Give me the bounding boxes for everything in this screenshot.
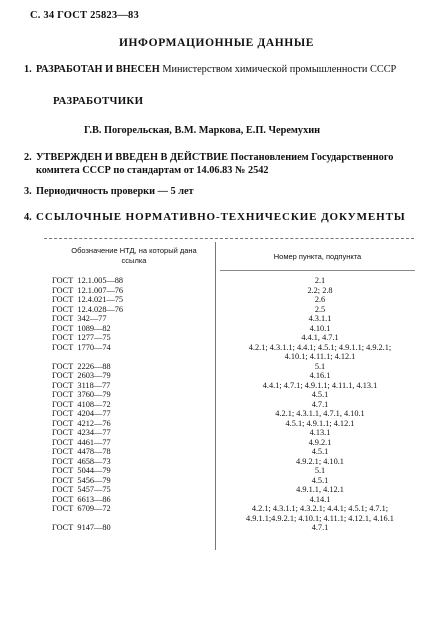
reference-points: 2.5 bbox=[314, 304, 326, 314]
table-header-points: Номер пункта, подпункта bbox=[273, 252, 362, 261]
table-row bbox=[44, 466, 422, 475]
reference-points: 2.2; 2.8 bbox=[307, 285, 333, 295]
section-2 bbox=[24, 151, 408, 177]
reference-points: 2.1 bbox=[314, 276, 326, 285]
reference-points: 4.2.1; 4.3.1.1; 4.4.1; 4.5.1; 4.9.1.1; 4.9.2.1; bbox=[248, 342, 392, 352]
reference-document: ГОСТ 4478—78 bbox=[52, 447, 111, 456]
table-row bbox=[44, 305, 422, 314]
reference-document: ГОСТ 6613—86 bbox=[52, 494, 111, 504]
table-row bbox=[44, 438, 422, 447]
reference-points: 4.13.1 bbox=[309, 428, 331, 437]
reference-points: 4.9.2.1 bbox=[308, 437, 332, 447]
reference-points: 5.1 bbox=[314, 361, 326, 371]
reference-points: 4.4.1, 4.7.1 bbox=[301, 333, 339, 342]
table-row bbox=[44, 400, 422, 409]
reference-document: ГОСТ 1770—74 bbox=[52, 342, 111, 352]
table-row bbox=[44, 447, 422, 456]
reference-document: ГОСТ 4234—77 bbox=[52, 428, 111, 437]
reference-document: ГОСТ 4204—77 bbox=[52, 409, 111, 418]
page-title: ИНФОРМАЦИОННЫЕ ДАННЫЕ bbox=[118, 37, 315, 49]
section-1-text: Министерством химической промышленности СССР bbox=[159, 64, 397, 75]
developers-heading: РАЗРАБОТЧИКИ bbox=[53, 95, 144, 107]
reference-document: ГОСТ 4108—72 bbox=[52, 399, 111, 409]
section-4-text: ССЫЛОЧНЫЕ НОРМАТИВНО-ТЕХНИЧЕСКИЕ ДОКУМЕНТЫ bbox=[36, 211, 406, 223]
reference-document: ГОСТ 4461—77 bbox=[52, 437, 111, 447]
reference-document: ГОСТ 1089—82 bbox=[52, 323, 111, 333]
table-header-rule bbox=[220, 270, 415, 271]
reference-points: 4.9.1.1;4.9.2.1; 4.10.1; 4.11.1; 4.12.1, 4.16.1 bbox=[246, 513, 394, 523]
reference-document: ГОСТ 12.4.021—75 bbox=[52, 295, 124, 304]
reference-points: 4.7.1 bbox=[311, 399, 329, 409]
table-row bbox=[44, 362, 422, 371]
table-row bbox=[44, 409, 422, 418]
reference-document: ГОСТ 4212—76 bbox=[52, 418, 111, 428]
reference-document: ГОСТ 12.1.007—76 bbox=[52, 285, 124, 295]
section-4 bbox=[24, 211, 408, 224]
table-row bbox=[44, 314, 422, 323]
table-row bbox=[44, 381, 422, 390]
reference-document: ГОСТ 5457—75 bbox=[52, 485, 111, 494]
reference-points: 5.1 bbox=[314, 466, 326, 475]
reference-points: 4.5.1 bbox=[311, 475, 329, 485]
table-top-rule bbox=[44, 238, 414, 239]
reference-document: ГОСТ 12.4.028—76 bbox=[52, 304, 124, 314]
table-row bbox=[44, 504, 422, 523]
reference-points: 4.5.1 bbox=[311, 447, 329, 456]
reference-points: 4.9.1.1, 4.12.1 bbox=[296, 485, 344, 494]
reference-points: 4.14.1 bbox=[309, 494, 331, 504]
table-header-document: Обозначение НТД, на который дана ссылка bbox=[71, 246, 197, 265]
section-1 bbox=[24, 63, 408, 76]
table-row bbox=[44, 371, 422, 380]
table-row bbox=[44, 390, 422, 399]
reference-document: ГОСТ 3760—79 bbox=[52, 390, 111, 399]
reference-points: 4.4.1; 4.7.1; 4.9.1.1; 4.11.1, 4.13.1 bbox=[262, 380, 378, 390]
table-row bbox=[44, 476, 422, 485]
section-3-number: 3. bbox=[24, 186, 32, 197]
reference-points: 4.2.1; 4.3.1.1; 4.3.2.1; 4.4.1; 4.5.1; 4.7.1; bbox=[251, 504, 389, 513]
reference-points: 2.6 bbox=[314, 295, 326, 304]
reference-points: 4.16.1 bbox=[309, 371, 331, 380]
table-row bbox=[44, 333, 422, 342]
table-row bbox=[44, 419, 422, 428]
developers-list: Г.В. Погорельская, В.М. Маркова, Е.П. Черемухин bbox=[84, 125, 321, 136]
reference-points: 4.9.2.1; 4.10.1 bbox=[296, 456, 344, 466]
reference-points: 4.5.1; 4.9.1.1; 4.12.1 bbox=[285, 418, 355, 428]
reference-points: 4.2.1; 4.3.1.1, 4.7.1, 4.10.1 bbox=[275, 409, 365, 418]
table-row bbox=[44, 457, 422, 466]
reference-points: 4.7.1 bbox=[311, 523, 329, 532]
reference-document: ГОСТ 3118—77 bbox=[52, 380, 111, 390]
reference-points: 4.10.1 bbox=[309, 323, 331, 333]
reference-document: ГОСТ 5044—79 bbox=[52, 466, 111, 475]
table-row bbox=[44, 342, 422, 361]
reference-points: 4.5.1 bbox=[311, 390, 329, 399]
table-row bbox=[44, 324, 422, 333]
table-row bbox=[44, 495, 422, 504]
reference-document: ГОСТ 9147—80 bbox=[52, 523, 111, 532]
section-3 bbox=[24, 185, 408, 198]
section-1-heading: РАЗРАБОТАН И ВНЕСЕН bbox=[36, 64, 160, 75]
table-row bbox=[44, 286, 422, 295]
table-row bbox=[44, 485, 422, 494]
reference-points: 4.3.1.1 bbox=[308, 314, 332, 323]
section-1-number: 1. bbox=[24, 64, 32, 75]
section-3-text: Периодичность проверки — 5 лет bbox=[36, 186, 194, 197]
reference-document: ГОСТ 1277—75 bbox=[52, 333, 111, 342]
reference-document: ГОСТ 12.1.005—88 bbox=[52, 276, 124, 285]
table-row bbox=[44, 523, 422, 532]
reference-document: ГОСТ 5456—79 bbox=[52, 475, 111, 485]
table-row bbox=[44, 276, 422, 285]
reference-document: ГОСТ 342—77 bbox=[52, 314, 107, 323]
section-4-number: 4. bbox=[24, 212, 32, 223]
section-2-heading: УТВЕРЖДЕН И ВВЕДЕН В ДЕЙСТВИЕ bbox=[36, 152, 228, 163]
table-row bbox=[44, 295, 422, 304]
page-header: С. 34 ГОСТ 25823—83 bbox=[30, 10, 139, 21]
reference-points: 4.10.1; 4.11.1; 4.12.1 bbox=[284, 352, 356, 361]
section-2-number: 2. bbox=[24, 152, 32, 163]
reference-document: ГОСТ 4658—73 bbox=[52, 456, 111, 466]
reference-document: ГОСТ 6709—72 bbox=[52, 504, 111, 513]
reference-document: ГОСТ 2226—88 bbox=[52, 361, 111, 371]
section-2-text: Постановлением Государственного комитета СССР по стандартам от 14.06.83 № 2542 bbox=[36, 152, 394, 176]
table-row bbox=[44, 428, 422, 437]
reference-document: ГОСТ 2603—79 bbox=[52, 371, 111, 380]
